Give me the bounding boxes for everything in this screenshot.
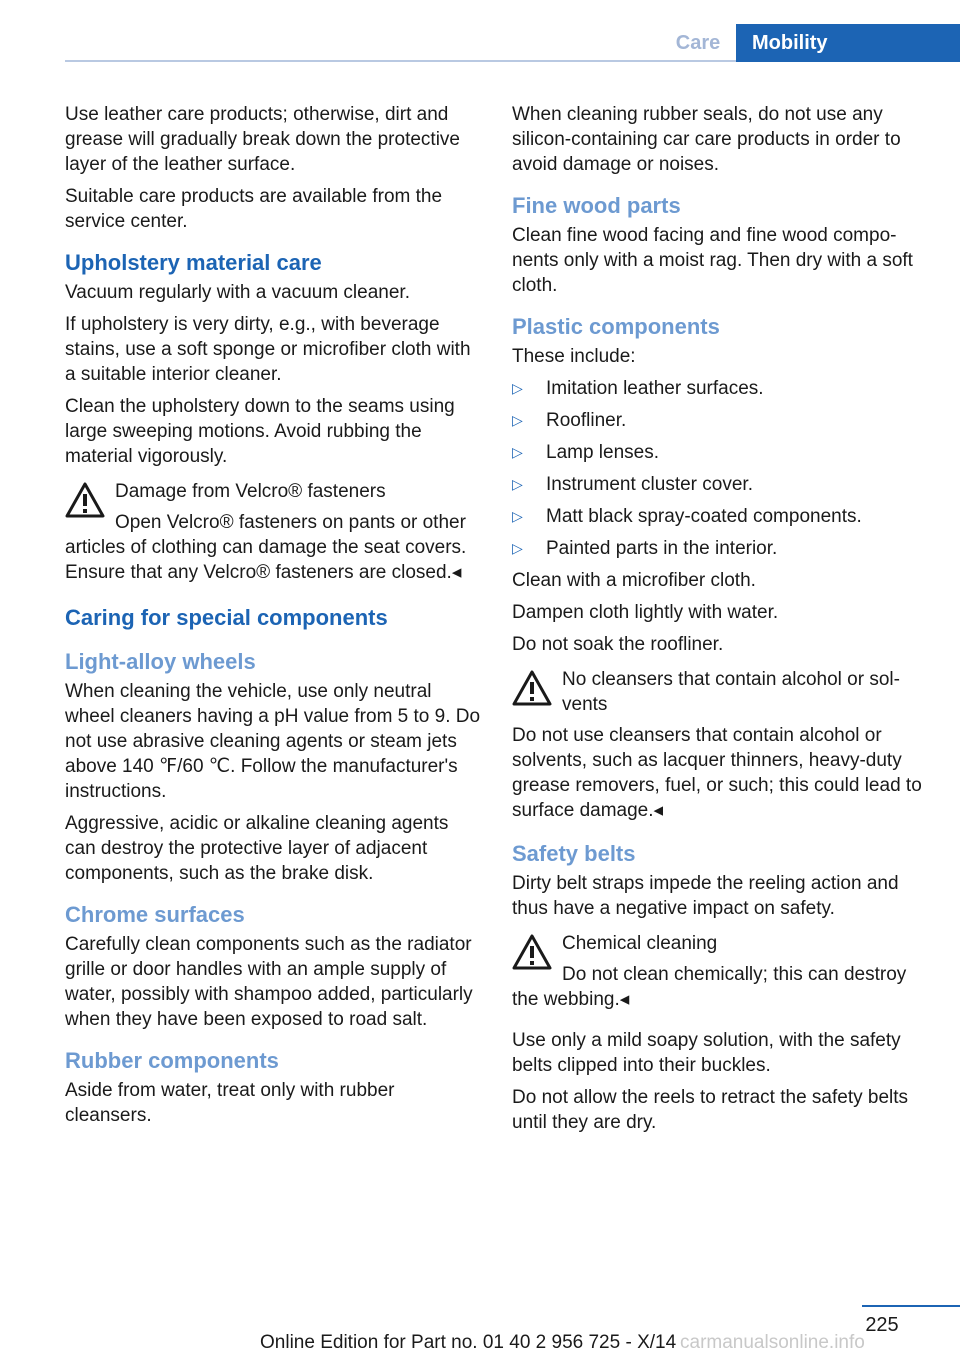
plastic-paragraph-2: Dampen cloth lightly with water. [512,602,779,623]
list-item: ▷ Instrument cluster cover. [512,472,932,497]
list-item: ▷ Matt black spray-coated components. [512,504,932,529]
warning-triangle-icon [512,670,552,706]
upholstery-paragraph-2: If upholstery is very dirty, e.g., with beverage stains, use a soft sponge or microfiber cloth with a suitable interior cleaner. [65,314,471,385]
fine-wood-paragraph: Clean fine wood facing and fine wood components only with a moist rag. Then dry with a soft cloth. [512,225,913,296]
upholstery-paragraph-1: Vacuum regularly with a vacuum cleaner. [65,282,410,303]
left-column [65,102,481,1135]
upholstery-paragraph-3: Clean the upholstery down to the seams using large sweeping motions. Avoid rubbing the material vigorously. [65,396,455,467]
warning-triangle-icon [65,482,105,518]
footer-rule [862,1305,960,1307]
warning-velcro [65,479,481,585]
list-item: ▷ Painted parts in the interior. [512,536,932,561]
reels-paragraph: Do not allow the reels to retract the safety belts until they are dry. [512,1087,909,1133]
alloy-wheels-heading: Light-alloy wheels [65,649,256,674]
plastic-paragraph-3: Do not soak the roofliner. [512,634,724,655]
plastic-list [512,376,932,561]
right-column [512,102,932,1142]
warning-chemical-body: Do not clean chemically; this can destroy the webbing.◂ [512,964,907,1010]
rubber-paragraph: Aside from water, treat only with rubber cleansers. [65,1080,395,1126]
alloy-wheels-paragraph-1: When cleaning the vehicle, use only neutral wheel cleaners having a pH value from 5 to 9. Do not use abrasive cleaning agents or steam jets above 140 ℉/60 ℃. Follow the manufacturer's instructions. [65,681,481,802]
warning-triangle-icon [512,934,552,970]
leather-care-paragraph: Use leather care products; otherwise, dirt and grease will gradually break down the protective layer of the leather surface. [65,104,460,175]
warning-chemical [512,931,932,1012]
chrome-paragraph: Carefully clean components such as the radiator grille or door handles with an ample supply of water, possibly with shampoo added, particularly when they have been exposed to road salt. [65,934,473,1030]
page-number: 225 [865,1314,899,1336]
edition-footer: Online Edition for Part no. 01 40 2 956 725 - X/14 [260,1332,677,1353]
rubber-seals-paragraph: When cleaning rubber seals, do not use any silicon-containing car care products in order to avoid damage or noises. [512,104,901,175]
plastic-paragraph-1: Clean with a microfiber cloth. [512,570,756,591]
alloy-wheels-paragraph-2: Aggressive, acidic or alkaline cleaning agents can destroy the protective layer of adjacent components, such as the brake disk. [65,813,449,884]
list-item: ▷ Lamp lenses. [512,440,932,465]
plastic-intro: These include: [512,346,636,367]
warning-velcro-body: Open Velcro® fasteners on pants or other articles of clothing can damage the seat covers. Ensure that any Velcro® fasteners are closed.◂ [65,512,467,583]
safety-belts-paragraph: Dirty belt straps impede the reeling action and thus have a negative impact on safety. [512,873,899,919]
plastic-heading: Plastic components [512,314,720,339]
warning-chemical-title: Chemical cleaning [562,933,718,954]
warning-alcohol-body: Do not use cleansers that contain alcohol or solvents, such as lacquer thinners, heavy-duty grease removers, fuel, or such; this could lead to surface damage.◂ [512,725,922,821]
fine-wood-heading: Fine wood parts [512,193,681,218]
list-item: ▷ Roofliner. [512,408,932,433]
special-components-heading: Caring for special components [65,605,388,630]
tab-care[interactable]: Care [675,32,721,54]
upholstery-heading: Upholstery material care [65,250,322,275]
warning-alcohol [512,667,932,823]
list-item: ▷ Imitation leather surfaces. [512,376,932,401]
rubber-heading: Rubber components [65,1048,279,1073]
warning-velcro-title: Damage from Velcro® fasteners [115,481,386,502]
soapy-solution-paragraph: Use only a mild soapy solution, with the safety belts clipped into their buckles. [512,1030,901,1076]
warning-alcohol-title: No cleansers that contain alcohol or solvents [562,669,900,715]
watermark: carmanualsonline.info [680,1332,865,1353]
safety-belts-heading: Safety belts [512,841,636,866]
tab-mobility[interactable]: Mobility [736,24,960,62]
chrome-heading: Chrome surfaces [65,902,245,927]
care-products-paragraph: Suitable care products are available from the service center. [65,186,443,232]
